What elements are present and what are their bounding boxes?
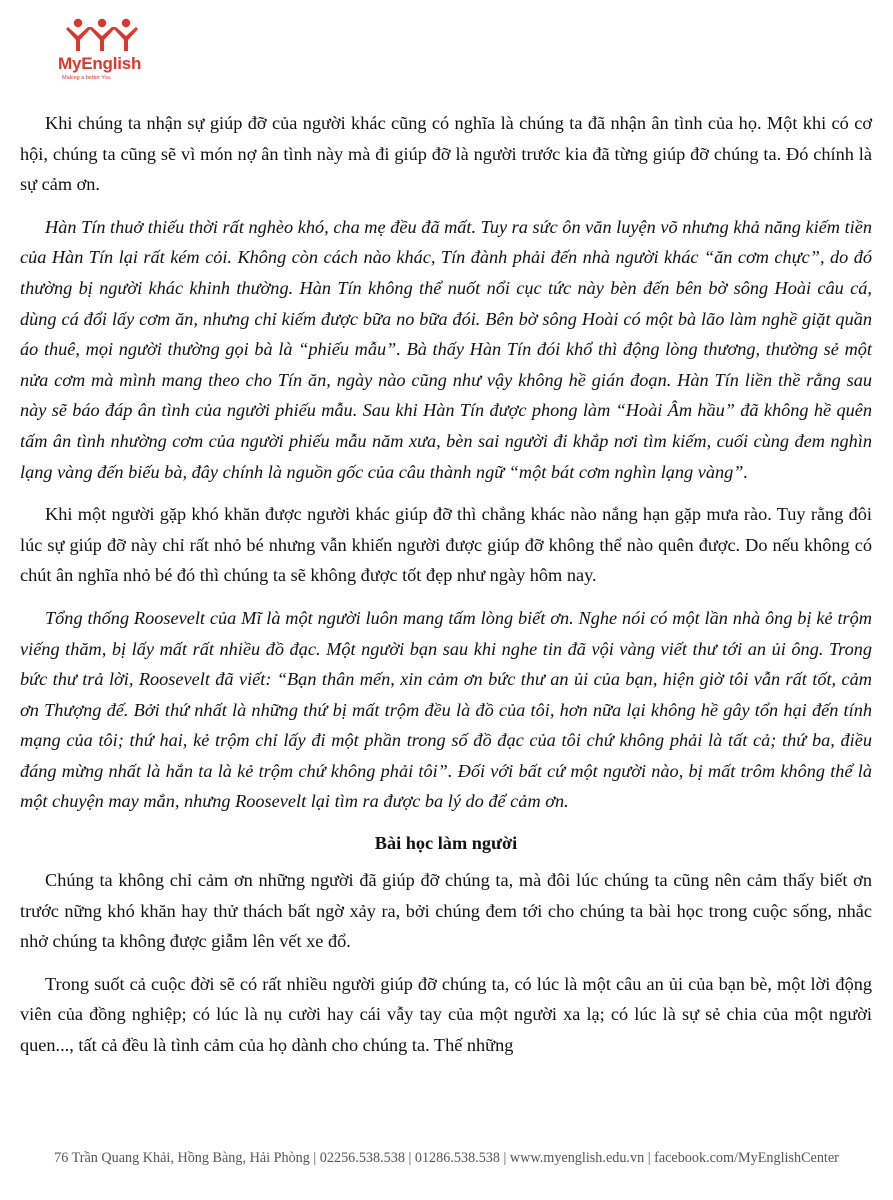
logo-wordmark: MyEnglish	[58, 54, 142, 73]
paragraph-lesson: Chúng ta không chỉ cảm ơn những người đã giúp đỡ chúng ta, mà đôi lúc chúng ta cũng nên cảm thấy biết ơn trước nững khó khăn hay thử thách bất ngờ xảy ra, bởi chúng đem tới cho chúng ta bài học trong cuộc sống, nhắc nhở chúng ta không được giẫm lên vết xe đổ.	[20, 870, 872, 952]
logo-tagline: Making a better You	[62, 75, 111, 81]
article-body	[20, 108, 872, 1073]
page-footer: 76 Trần Quang Khải, Hồng Bàng, Hải Phòng | 02256.538.538 | 01286.538.538 | www.myenglish.edu.vn | facebook.com/MyEnglishCenter	[54, 1150, 839, 1166]
people-logo-icon	[66, 18, 138, 52]
section-heading: Bài học làm người	[374, 833, 518, 854]
paragraph-gratitude: Trong suốt cả cuộc đời sẽ có rất nhiều người giúp đỡ chúng ta, có lúc là một câu an ủi của bạn bè, một lời động viên của đồng nghiệp; có lúc là nụ cười hay cái vẫy tay của một người xa lạ; có lúc là sự sẻ chia của một người quen..., tất cả đều là tình cảm của họ dành cho chúng ta. Thế những	[20, 973, 872, 1056]
paragraph-roosevelt-story: Tổng thống Roosevelt của Mĩ là một người luôn mang tấm lòng biết ơn. Nghe nói có một lần nhà ông bị kẻ trộm viếng thăm, bị lấy mất rất nhiều đồ đạc. Một người bạn sau khi nghe tin đã vội vàng viết thư tới an ủi ông. Trong bức thư trả lời, Roosevelt đã viết: “Bạn thân mến, xin cảm ơn bức thư an ủi của bạn, hiện giờ tôi vẫn rất tốt, cảm ơn Thượng đế. Bởi thứ nhất là những thứ bị mất trộm đều là đồ của tôi, hơn nữa lại không hề gây tổn hại đến tính mạng của tôi; thứ hai, kẻ trộm chỉ lấy đi một phần trong số đồ đạc của tôi chứ không phải là tất cả; thứ ba, điều đáng mừng nhất là hắn ta là kẻ trộm chứ không phải tôi”. Đối với bất cứ một người nào, bị mất trôm không thể là một chuyện may mắn, nhưng Roosevelt lại tìm ra được ba lý do để cảm ơn.	[20, 607, 872, 812]
paragraph-intro: Khi chúng ta nhận sự giúp đỡ của người khác cũng có nghĩa là chúng ta đã nhận ân tình của họ. Một khi có cơ hội, chúng ta cũng sẽ vì món nợ ân tình này mà đi giúp đỡ là người trước kia đã từng giúp đỡ chúng ta. Đó chính là sự cảm ơn.	[20, 113, 872, 195]
brand-logo	[58, 18, 158, 82]
paragraph-help-reflection: Khi một người gặp khó khăn được người khác giúp đỡ thì chẳng khác nào nắng hạn gặp mưa rào. Tuy rằng đôi lúc sự giúp đỡ này chỉ rất nhỏ bé nhưng vẫn khiến người được giúp đỡ không thể nào quên được. Do nếu không có chút ân nghĩa nhỏ bé đó thì chúng ta sẽ không được tốt đẹp như ngày hôm nay.	[20, 504, 872, 586]
paragraph-han-tin-story: Hàn Tín thuở thiếu thời rất nghèo khó, cha mẹ đều đã mất. Tuy ra sức ôn văn luyện võ nhưng khả năng kiếm tiền của Hàn Tín lại rất kém cỏi. Không còn cách nào khác, Tín đành phải đến nhà người khác “ăn cơm chực”, do đó thường bị người khác khinh thường. Hàn Tín không thể nuốt nổi cục tức này bèn đến bên bờ sông Hoài câu cá, dùng cá đổi lấy cơm ăn, nhưng chỉ kiếm được bữa no bữa đói. Bên bờ sông Hoài có một bà lão làm nghề giặt quần áo thuê, mọi người thường gọi bà là “phiếu mẫu”. Bà thấy Hàn Tín đói khổ thì động lòng thương, thường sẻ một nửa cơm mà mình mang theo cho Tín ăn, ngày nào cũng như vậy không hề gián đoạn. Hàn Tín liền thề rằng sau này sẽ báo đáp ân tình của người phiếu mẫu. Sau khi Hàn Tín được phong làm “Hoài Âm hầu” đã không hề quên tấm ân tình nhường cơm của người phiếu mẫu năm xưa, bèn sai người đi khắp nơi tìm kiếm, cuối cùng đem nghìn lạng vàng đến biếu bà, đây chính là nguồn gốc của câu thành ngữ “một bát cơm nghìn lạng vàng”.	[20, 216, 872, 482]
